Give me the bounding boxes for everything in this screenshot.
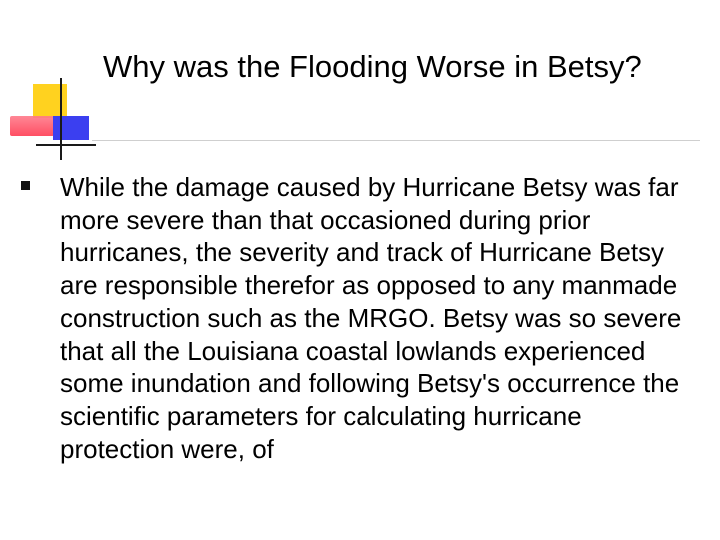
logo-vertical-line-icon xyxy=(60,78,62,160)
logo-red-bar-icon xyxy=(10,116,54,136)
title-divider xyxy=(92,140,700,141)
slide-title: Why was the Flooding Worse in Betsy? xyxy=(103,49,642,84)
bullet-text: While the damage caused by Hurricane Betsy was far more severe than that occasioned during prior hurricanes, the severity and track of Hurricane Betsy are responsible therefor as opposed to any manmade construction such as the MRGO. Betsy was so severe that all the Louisiana coastal lowlands experienced some inundation and following Betsy's occurrence the scientific parameters for calculating hurricane protection were, of xyxy=(60,172,682,464)
logo-blue-square-icon xyxy=(53,116,89,140)
logo-horizontal-line-icon xyxy=(36,144,96,146)
bullet-square-icon xyxy=(21,181,30,190)
